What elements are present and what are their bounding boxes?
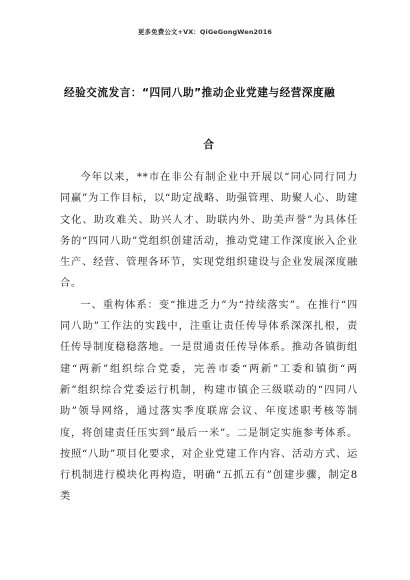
document-title-main: 经验交流发言：“四同八助”推动企业党建与经营深度融 — [64, 87, 336, 99]
document-body — [60, 167, 358, 508]
document-title — [64, 64, 354, 174]
document-title-tail: 合 — [203, 139, 215, 151]
body-paragraph: 今年以来，**市在非公有制企业中开展以“同心同行同力同赢”为工作目标，以“助定战略、助强管理、助聚人心、助建文化、助攻难关、助兴人才、助联内外、助美声誉”为具体任务的“四同八助”党组织创建活动，推动党建工作深度嵌入企业生产、经营、管理各环节，实现党组织建设与企业发展深度融合。 — [60, 172, 358, 290]
body-paragraph: 一、重构体系：变“推进乏力”为“持续落实”。在推行“四同八助”工作法的实践中，注重让责任传导体系深深扎根，责任传导制度稳稳落地。一是贯通责任传导体系。推动各镇街组建“两新”组织综合党委，完善市委“两新”工委和镇街“两新”组织综合党委运行机制，构建市镇企三级联动的“四同八助”领导网络，通过落实季度联席会议、年度述职考核等制度，将创建责任压实到“最后一米”。二是制定实施参考体系。按照“八助”项目化要求，对企业党建工作内容、活动方式、运行机制进行模块化再构造，明确“五抓五有”创建步骤，制定8类 — [60, 299, 358, 503]
header-note: 更多免费公文+VX：QiGeGongWen2016 — [137, 28, 273, 36]
